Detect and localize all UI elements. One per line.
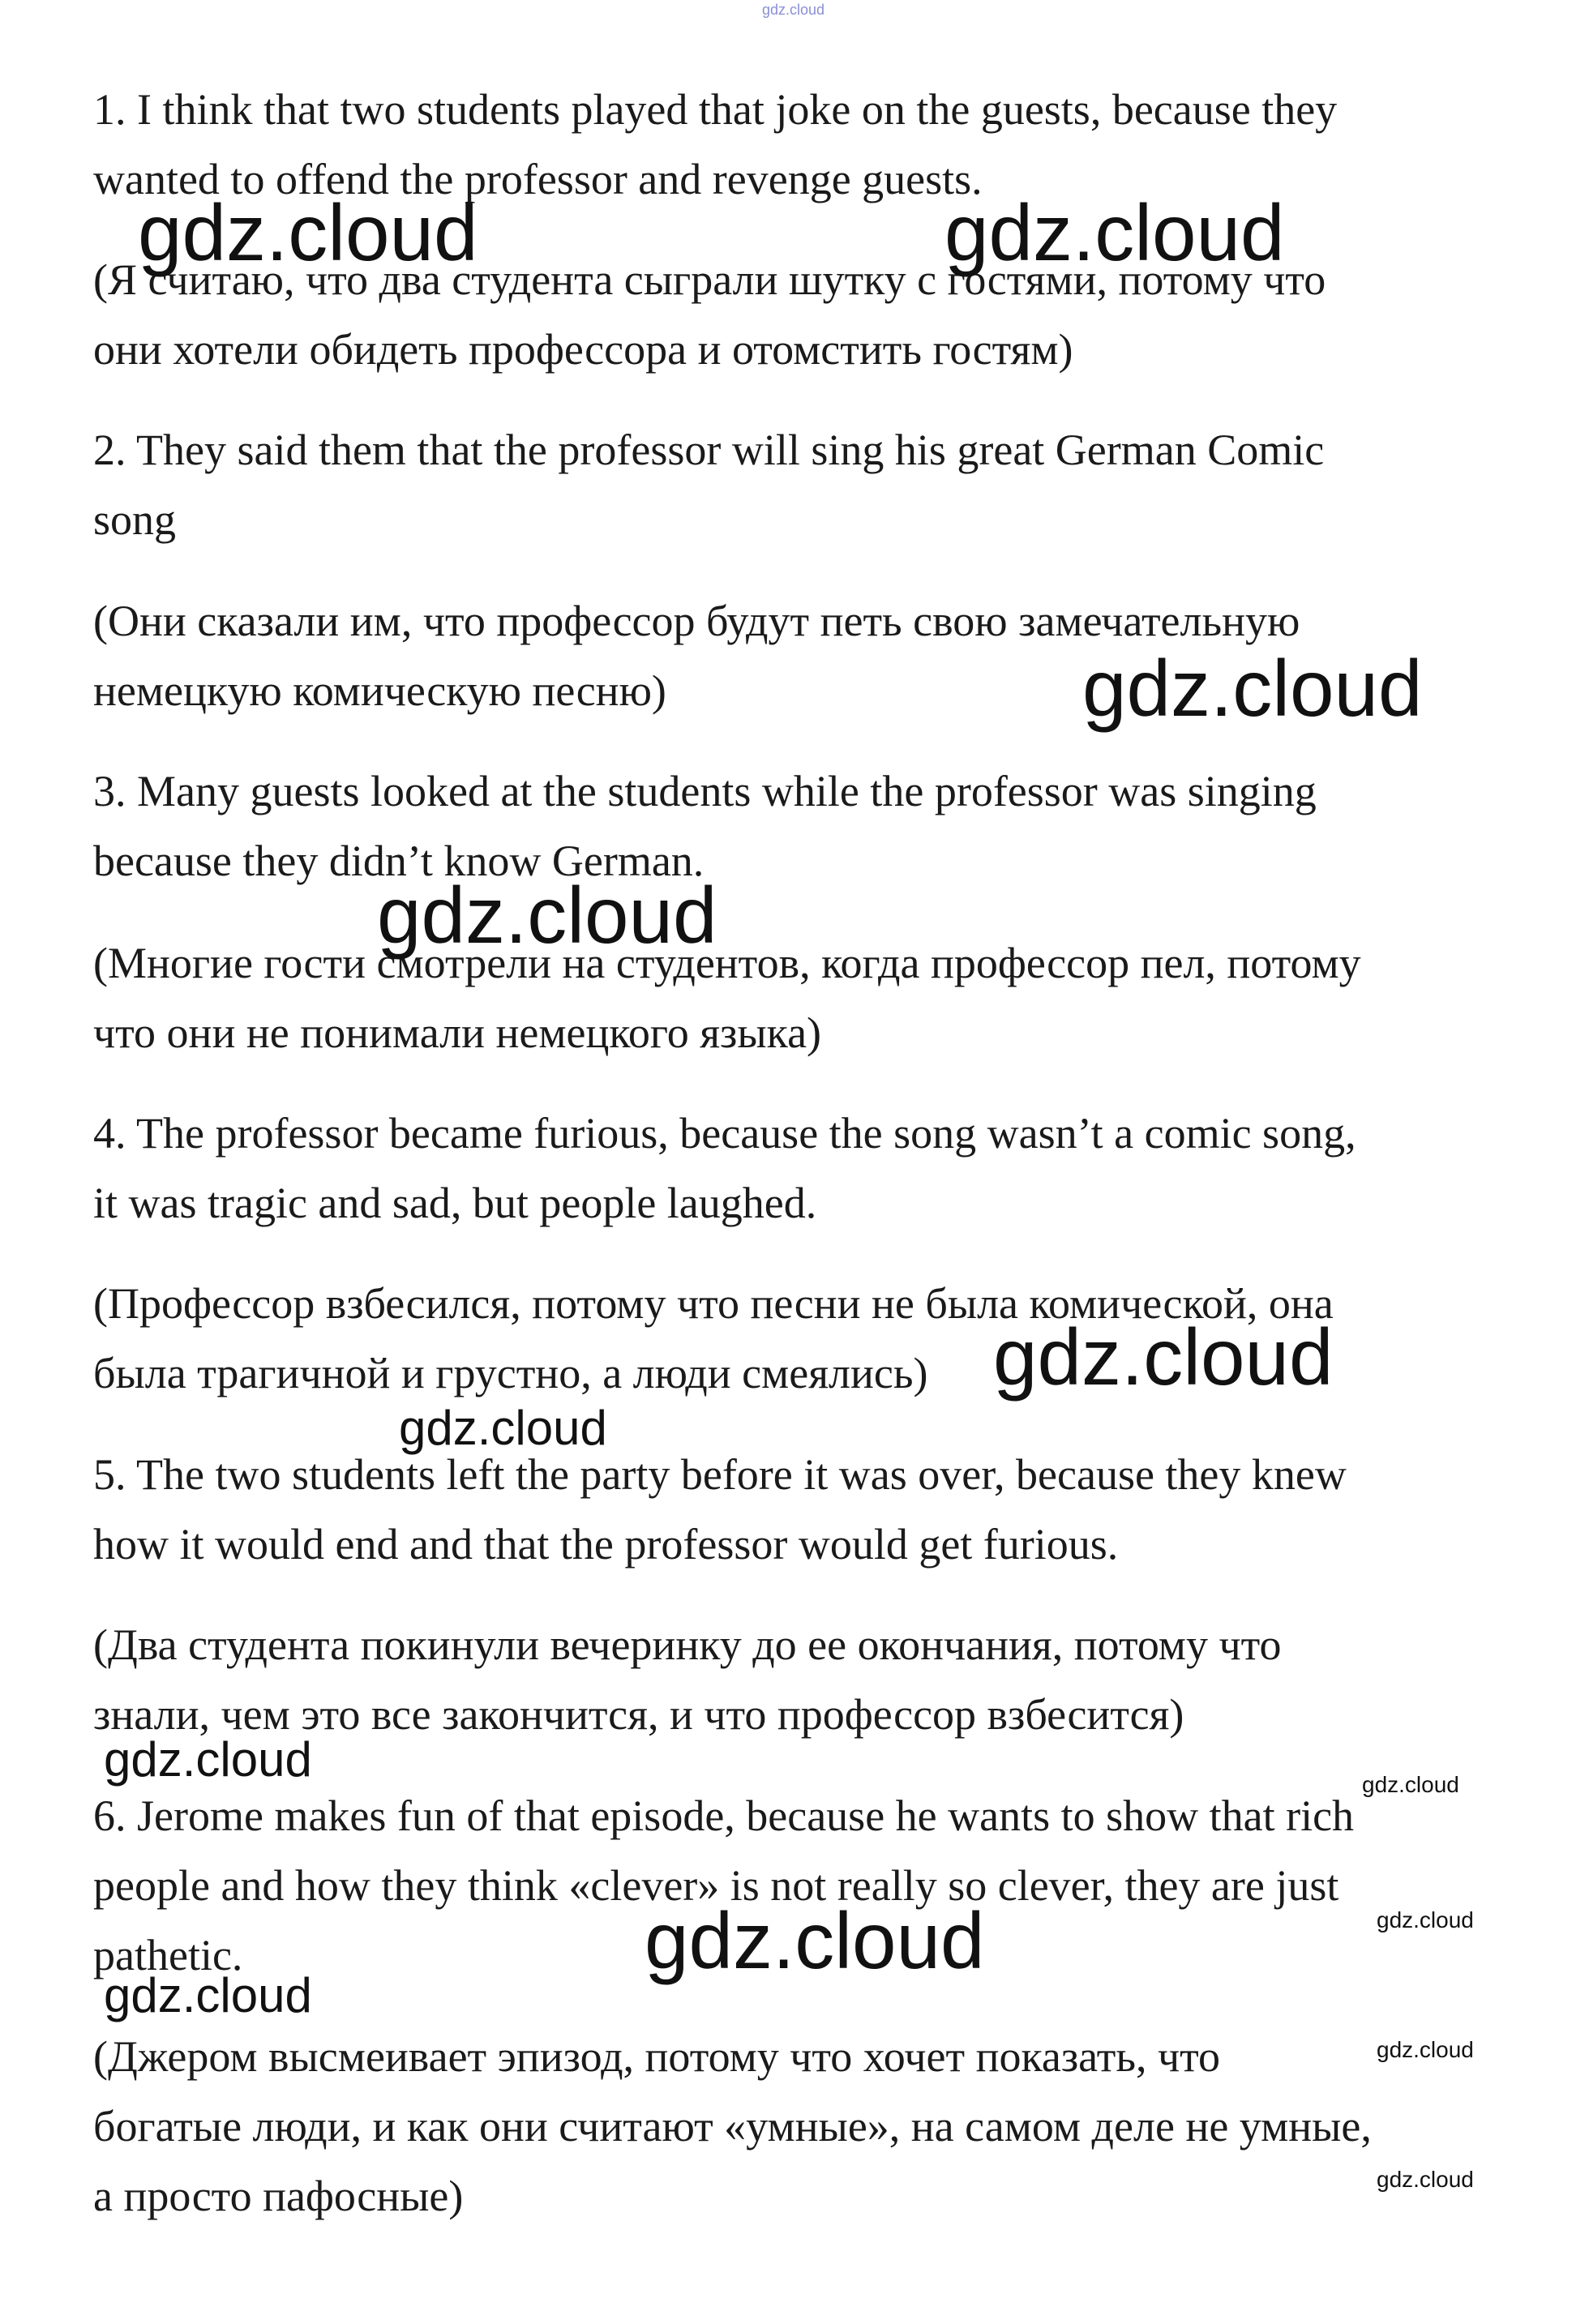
watermark: gdz.cloud (1377, 1907, 1474, 1932)
answer-2-russian: (Они сказали им, что профессор будут петь свою замечательную немецкую комическую песню) (93, 597, 1300, 715)
answer-6-russian: (Джером высмеивает эпизод, потому что хочет показать, что богатые люди, и как они считают «умные», на самом деле не умные, а просто пафосные) (93, 2032, 1372, 2220)
answer-4-russian: (Профессор взбесился, потому что песни не была комической, она была трагичной и грустно, а люди смеялись) (93, 1279, 1334, 1397)
answer-6-english: 6. Jerome makes fun of that episode, because he wants to show that rich people and how they think «clever» is not really so clever, they are just pathetic. (93, 1791, 1355, 1979)
answer-1-russian: (Я считаю, что два студента сыграли шутку с гостями, потому что они хотели обидеть профессора и отомстить гостям) (93, 255, 1326, 374)
watermark: gdz.cloud (993, 1312, 1334, 1402)
answer-3-russian: (Многие гости смотрели на студентов, когда профессор пел, потому что они не понимали немецкого языка) (93, 939, 1361, 1057)
answer-1-english: 1. I think that two students played that joke on the guests, because they wanted to offend the professor and revenge guests. (93, 85, 1338, 203)
answer-2-english: 2. They said them that the professor will sing his great German Comic song (93, 426, 1325, 544)
watermark: gdz.cloud (377, 871, 717, 960)
watermark: gdz.cloud (1377, 2167, 1474, 2192)
watermark: gdz.cloud (1082, 644, 1423, 733)
watermark: gdz.cloud (1362, 1772, 1459, 1797)
answer-4-english: 4. The professor became furious, because the song wasn’t a comic song, it was tragic and sad, but people laughed. (93, 1109, 1356, 1227)
answer-5-russian: (Два студента покинули вечеринку до ее окончания, потому что знали, чем это все закончится, и что профессор взбесится) (93, 1620, 1282, 1739)
watermark: gdz.cloud (399, 1401, 607, 1455)
watermark: gdz.cloud (138, 188, 478, 277)
header-watermark: gdz.cloud (762, 2, 825, 18)
watermark: gdz.cloud (645, 1896, 985, 1985)
watermark: gdz.cloud (944, 188, 1285, 277)
watermark: gdz.cloud (1377, 2037, 1474, 2062)
answer-3-english: 3. Many guests looked at the students while the professor was singing because they didn’t know German. (93, 767, 1317, 885)
watermark: gdz.cloud (104, 1968, 312, 2022)
watermark: gdz.cloud (104, 1732, 312, 1787)
answer-5-english: 5. The two students left the party before it was over, because they knew how it would end and that the professor would get furious. (93, 1450, 1347, 1569)
